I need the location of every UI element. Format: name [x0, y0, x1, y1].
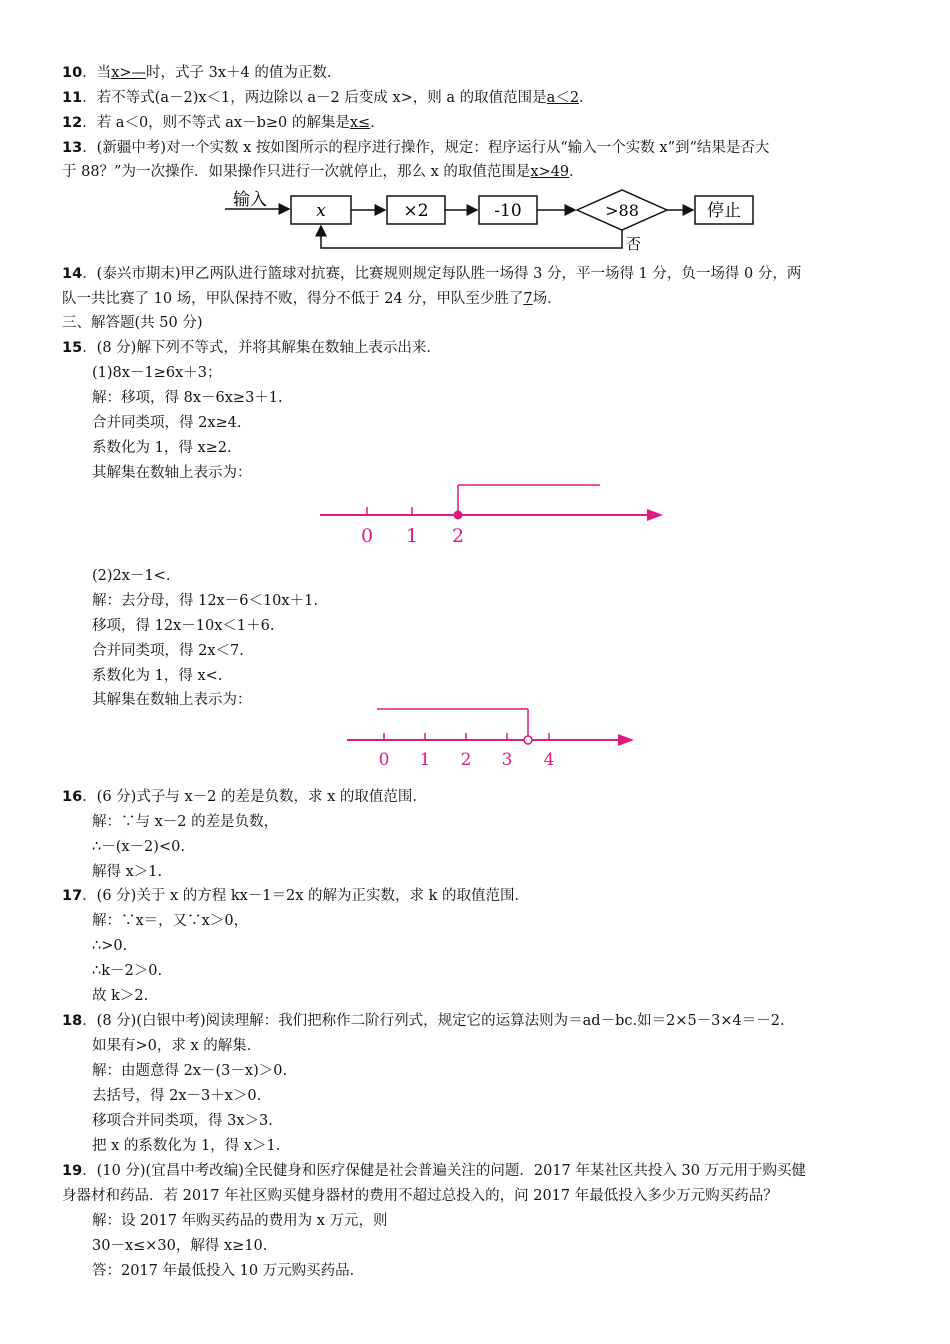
- question-12: 12．若 a＜0，则不等式 ax－b≥0 的解集是x≤．: [62, 115, 385, 131]
- q17-line: ∴>0.: [92, 938, 128, 954]
- q15-p1-line: 合并同类项，得 2x≥4.: [92, 415, 242, 431]
- question-14-line1: 14．(泰兴市期末)甲乙两队进行篮球对抗赛，比赛规则规定每队胜一场得 3 分，平一场得 1 分，负一场得 0 分，两: [62, 266, 802, 282]
- svg-text:-10: -10: [494, 201, 522, 221]
- tick-label: 2: [460, 750, 472, 770]
- q18-line: 如果有>0，求 x 的解集．: [92, 1038, 262, 1054]
- q18-line: 把 x 的系数化为 1，得 x＞1.: [92, 1138, 281, 1154]
- flow-no-label: 否: [626, 235, 642, 253]
- q18-line: 去括号，得 2x－3＋x＞0.: [92, 1088, 262, 1104]
- answer-14: 7: [523, 291, 533, 307]
- q19-line: 30－x≤×30，解得 x≥10.: [92, 1238, 268, 1254]
- tick-label: 1: [405, 525, 419, 547]
- solid-point-2: [454, 511, 463, 520]
- question-13-line1: 13．(新疆中考)对一个实数 x 按如图所示的程序进行操作，规定：程序运行从“输入一个实数 x”到“结果是否大: [62, 140, 770, 156]
- q16-line: 解：∵与 x－2 的差是负数，: [92, 814, 279, 830]
- q15-p2-line: 合并同类项，得 2x＜7.: [92, 643, 244, 659]
- q15-p1-line: 解：移项，得 8x－6x≥3＋1.: [92, 390, 283, 406]
- flow-input-label: 输入: [233, 190, 267, 210]
- q15-p2-line: (2)2x－1<.: [92, 568, 171, 584]
- q16-line: 解得 x＞1.: [92, 864, 163, 880]
- q19-line: 解：设 2017 年购买药品的费用为 x 万元，则: [92, 1213, 388, 1229]
- q15-p1-line: 其解集在数轴上表示为：: [92, 465, 252, 481]
- answer-13: x>49: [530, 164, 570, 180]
- q15-p2-line: 移项，得 12x－10x＜1＋6.: [92, 618, 275, 634]
- q18-line: 解：由题意得 2x－(3－x)＞0.: [92, 1063, 288, 1079]
- question-13-line2: 于 88？”为一次操作．如果操作只进行一次就停止，那么 x 的取值范围是x>49．: [62, 164, 584, 180]
- q15-p1-line: 系数化为 1，得 x≥2.: [92, 440, 232, 456]
- tick-label: 0: [360, 525, 374, 547]
- q17-line: ∴k－2＞0.: [92, 963, 163, 979]
- section-heading: 三、解答题(共 50 分): [62, 315, 203, 331]
- q16-line: ∴－(x－2)<0.: [92, 839, 185, 855]
- question-11: 11．若不等式(a－2)x＜1，两边除以 a－2 后变成 x>，则 a 的取值范围是a＜2．: [62, 90, 594, 106]
- tick-label: 2: [451, 525, 465, 547]
- number-line-1: [315, 478, 675, 553]
- question-15: 15．(8 分)解下列不等式，并将其解集在数轴上表示出来．: [62, 340, 441, 356]
- question-10: 10．当x>—时，式子 3x＋4 的值为正数．: [62, 65, 342, 81]
- question-18: 18．(8 分)(白银中考)阅读理解：我们把称作二阶行列式，规定它的运算法则为＝ad－bc.如＝2×5－3×4＝－2.: [62, 1013, 785, 1029]
- q19-line: 答：2017 年最低投入 10 万元购买药品．: [92, 1263, 365, 1279]
- q15-p2-line: 系数化为 1，得 x<.: [92, 668, 223, 684]
- question-19-line2: 身器材和药品．若 2017 年社区购买健身器材的费用不超过总投入的，问 2017 年最低投入多少万元购买药品？: [62, 1188, 778, 1204]
- q15-p2-line: 其解集在数轴上表示为：: [92, 692, 252, 708]
- question-17: 17．(6 分)关于 x 的方程 kx－1＝2x 的解为正实数，求 k 的取值范围．: [62, 888, 530, 904]
- svg-text:×2: ×2: [403, 201, 429, 221]
- answer-10: x>—: [111, 65, 147, 81]
- tick-label: 3: [501, 750, 513, 770]
- tick-label: 1: [419, 750, 431, 770]
- answer-11: a＜2: [546, 90, 580, 106]
- tick-label: 0: [378, 750, 390, 770]
- q18-line: 移项合并同类项，得 3x＞3.: [92, 1113, 273, 1129]
- q17-line: 解：∵x＝，又∵x＞0，: [92, 913, 249, 929]
- q17-line: 故 k＞2.: [92, 988, 149, 1004]
- question-19: 19．(10 分)(宜昌中考改编)全民健身和医疗保健是社会普遍关注的问题．2017 年某社区共投入 30 万元用于购买健: [62, 1163, 807, 1179]
- question-16: 16．(6 分)式子与 x－2 的差是负数，求 x 的取值范围．: [62, 789, 427, 805]
- answer-12: x≤: [349, 115, 371, 131]
- svg-text:停止: 停止: [707, 201, 741, 221]
- q15-p2-line: 解：去分母，得 12x－6＜10x＋1.: [92, 593, 318, 609]
- number-line-2: [342, 702, 642, 774]
- svg-text:>88: >88: [605, 201, 639, 220]
- flowchart: [225, 185, 765, 260]
- question-14-line2: 队一共比赛了 10 场，甲队保持不败，得分不低于 24 分，甲队至少胜了7场．: [62, 291, 562, 307]
- open-point-3-5: [524, 736, 532, 744]
- svg-text:x: x: [316, 201, 326, 221]
- q15-p1-line: (1)8x－1≥6x＋3；: [92, 365, 222, 381]
- tick-label: 4: [543, 750, 555, 770]
